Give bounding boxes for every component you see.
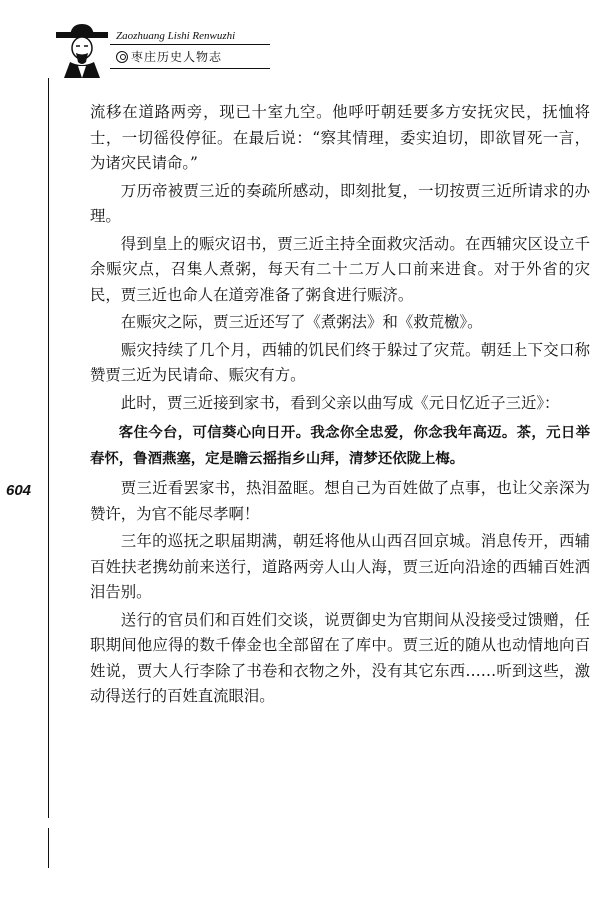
double-circle-icon xyxy=(116,51,128,63)
header-rule-bottom xyxy=(110,68,270,69)
paragraph: 得到皇上的赈灾诏书，贾三近主持全面救灾活动。在西辅灾区设立千余赈灾点，召集人煮粥，每天有二十二万人口前来进食。对于外省的灾民，贾三近也命人在道旁准备了粥食进行赈济。 xyxy=(90,234,590,304)
paragraph: 送行的官员们和百姓们交谈，说贾御史为官期间从没接受过馈赠，任职期间他应得的数千俸金也全部留在了库中。贾三近的随从也动情地向百姓说，贾大人行李除了书卷和衣物之外，没有其它东西……听到这些，激动得送行的百姓直流眼泪。 xyxy=(90,610,590,705)
header-rule-top xyxy=(110,44,270,45)
margin-rule xyxy=(48,828,49,868)
series-english-title: Zaozhuang Lishi Renwuzhi xyxy=(116,30,236,42)
paragraph: 此时，贾三近接到家书，看到父亲以曲写成《元日忆近子三近》： xyxy=(120,393,560,412)
page-number: 604 xyxy=(6,482,32,499)
official-portrait-icon xyxy=(54,22,110,78)
paragraph: 贾三近看罢家书，热泪盈眶。想自己为百姓做了点事，也让父亲深为赞许，为官不能尽孝啊！ xyxy=(90,479,590,523)
paragraph: 流移在道路两旁，现已十室九空。他呼吁朝廷要多方安抚灾民，抚恤将士，一切徭役停征。在最后说：“察其情理，委实迫切，即欲冒死一言，为诸灾民请命。” xyxy=(90,103,590,172)
margin-rule xyxy=(48,78,49,98)
margin-rule xyxy=(48,98,49,818)
series-chinese-title: 枣庄历史人物志 xyxy=(131,50,223,64)
paragraph: 万历帝被贾三近的奏疏所感动，即刻批复，一切按贾三近所请求的办理。 xyxy=(90,181,590,225)
body-text xyxy=(90,100,590,710)
poem-quote: 客住今台，可信葵心向日开。我念你全忠爱，你念我年高迈。茶，元日举春怀，鲁酒燕塞，定是瞻云摇指乡山拜，清梦还依陇上梅。 xyxy=(90,425,590,467)
paragraph: 赈灾持续了几个月，西辅的饥民们终于躲过了灾荒。朝廷上下交口称赞贾三近为民请命、赈灾有方。 xyxy=(90,340,590,384)
page-header xyxy=(0,0,609,95)
series-chinese-title-row xyxy=(116,46,222,64)
paragraph: 三年的巡抚之职届期满，朝廷将他从山西召回京城。消息传开，西辅百姓扶老携幼前来送行，道路两旁人山人海，贾三近向沿途的西辅百姓洒泪告别。 xyxy=(90,532,590,601)
paragraph: 在赈灾之际，贾三近还写了《煮粥法》和《救荒檄》。 xyxy=(120,313,483,331)
